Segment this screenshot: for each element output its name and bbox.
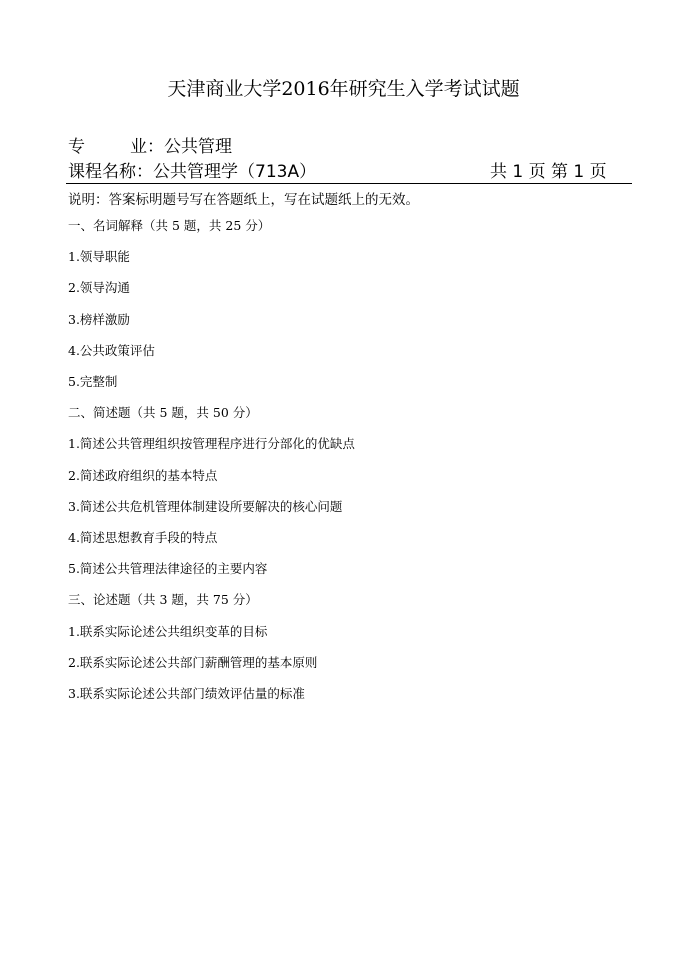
question-item: 2.领导沟通 (68, 280, 130, 295)
question-item: 2.简述政府组织的基本特点 (68, 468, 218, 483)
question-item: 1.领导职能 (68, 249, 130, 264)
header-rule (66, 183, 632, 184)
question-item: 4.公共政策评估 (68, 343, 155, 358)
question-item: 2.联系实际论述公共部门薪酬管理的基本原则 (68, 655, 318, 670)
major-label-2: 业： (130, 137, 164, 157)
question-item: 1.简述公共管理组织按管理程序进行分部化的优缺点 (68, 436, 355, 451)
question-item: 3.榜样激励 (68, 312, 130, 327)
course-line (68, 161, 316, 183)
course-value: 公共管理学（713A） (153, 162, 317, 182)
section-heading-3: 三、论述题（共 3 题，共 75 分） (68, 592, 258, 607)
question-item: 5.简述公共管理法律途径的主要内容 (68, 561, 268, 576)
question-item: 1.联系实际论述公共组织变革的目标 (68, 624, 268, 639)
course-label: 课程名称： (68, 162, 153, 182)
page-info: 共 1 页 第 1 页 (490, 162, 607, 182)
major-line (68, 136, 232, 158)
question-item: 3.简述公共危机管理体制建设所要解决的核心问题 (68, 499, 343, 514)
question-item: 4.简述思想教育手段的特点 (68, 530, 218, 545)
section-heading-1: 一、名词解释（共 5 题，共 25 分） (68, 218, 271, 233)
question-item: 5.完整制 (68, 374, 118, 389)
instruction-note: 说明：答案标明题号写在答题纸上，写在试题纸上的无效。 (68, 192, 419, 208)
major-value: 公共管理 (164, 137, 232, 157)
section-heading-2: 二、简述题（共 5 题，共 50 分） (68, 405, 258, 420)
question-item: 3.联系实际论述公共部门绩效评估量的标准 (68, 686, 305, 701)
exam-title: 天津商业大学2016年研究生入学考试试题 (167, 78, 520, 100)
major-label-1: 专 (68, 137, 85, 157)
